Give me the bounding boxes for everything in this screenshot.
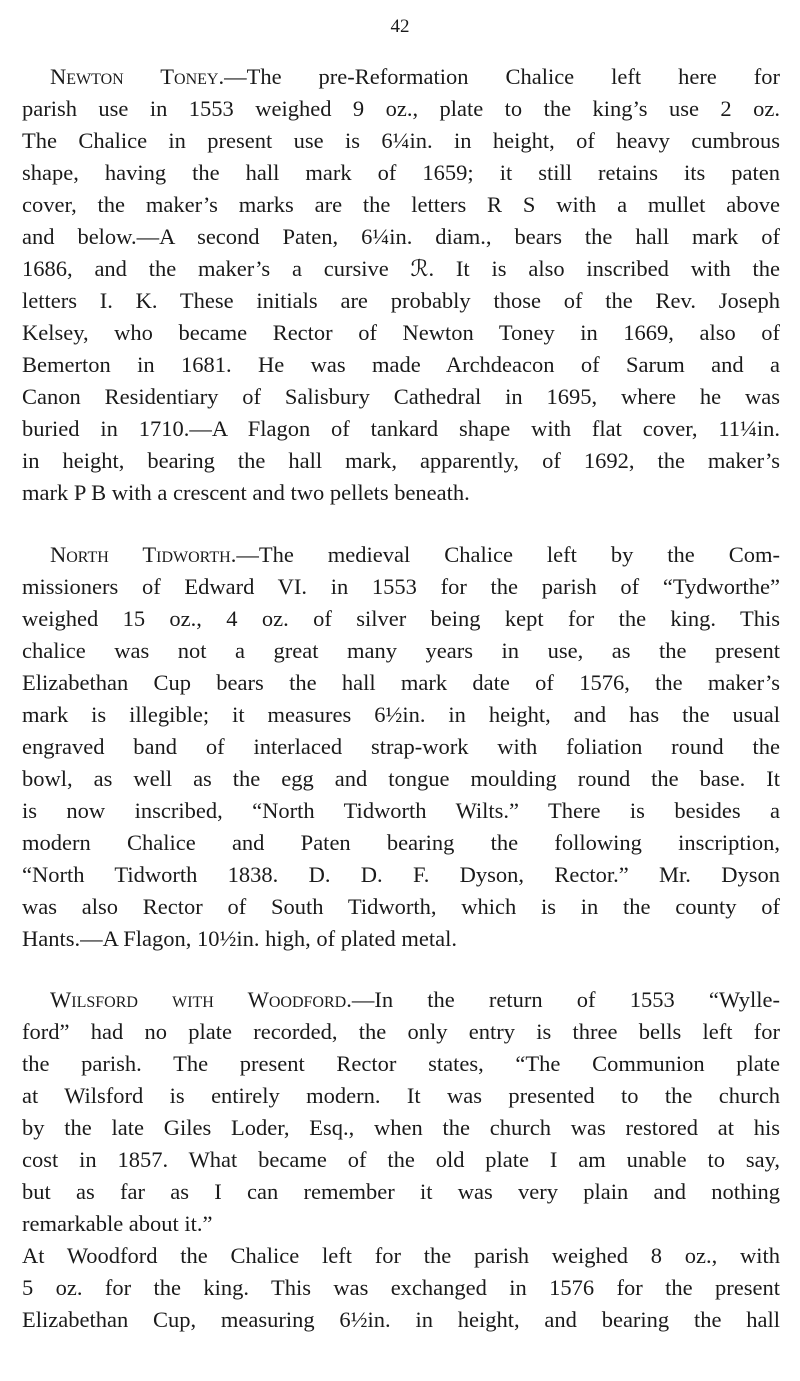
text-line (22, 539, 780, 571)
text-line: letters I. K. These initials are probably those of the Rev. Joseph (22, 288, 780, 313)
text-line: 1686, and the maker’s a cursive ℛ. It is also inscribed with the (22, 256, 780, 281)
text-line: missioners of Edward VI. in 1553 for the parish of “Tydworthe” (22, 574, 780, 599)
text-line: mark is illegible; it measures 6½in. in height, and has the usual (22, 702, 780, 727)
text-line: chalice was not a great many years in use, as the present (22, 638, 780, 663)
text-line: cost in 1857. What became of the old plate I am unable to say, (22, 1147, 780, 1172)
paragraph-wilsford-with-woodford (22, 984, 780, 1240)
text-line: Kelsey, who became Rector of Newton Toney in 1669, also of (22, 320, 780, 345)
text-line: buried in 1710.—A Flagon of tankard shape with flat cover, 11¼in. (22, 416, 780, 441)
page-number: 42 (390, 16, 410, 37)
text-line: bowl, as well as the egg and tongue moulding round the base. It (22, 766, 780, 791)
text-line: mark P B with a crescent and two pellets beneath. (22, 480, 470, 505)
section-heading: Wilsford with Woodford. (50, 987, 352, 1012)
text-line: Canon Residentiary of Salisbury Cathedral in 1695, where he was (22, 384, 780, 409)
text-span: —The medieval Chalice left by the Com- (236, 542, 780, 567)
text-line: by the late Giles Loder, Esq., when the church was restored at his (22, 1115, 780, 1140)
text-line: parish use in 1553 weighed 9 oz., plate to the king’s use 2 oz. (22, 96, 780, 121)
text-line: but as far as I can remember it was very plain and nothing (22, 1179, 780, 1204)
text-line: Elizabethan Cup bears the hall mark date of 1576, the maker’s (22, 670, 780, 695)
text-line: is now inscribed, “North Tidworth Wilts.” There is besides a (22, 798, 780, 823)
text-line: shape, having the hall mark of 1659; it still retains its paten (22, 160, 780, 185)
text-line: at Wilsford is entirely modern. It was presented to the church (22, 1083, 780, 1108)
paragraph-newton-toney (22, 61, 780, 509)
text-line: modern Chalice and Paten bearing the following inscription, (22, 830, 780, 855)
text-line: ford” had no plate recorded, the only entry is three bells left for (22, 1019, 780, 1044)
section-heading: North Tidworth. (50, 542, 237, 567)
text-line: Hants.—A Flagon, 10½in. high, of plated metal. (22, 926, 457, 951)
text-line: engraved band of interlaced strap-work with foliation round the (22, 734, 780, 759)
text-line: At Woodford the Chalice left for the parish weighed 8 oz., with (22, 1243, 780, 1268)
text-line (22, 984, 780, 1016)
paragraph-woodford (22, 1240, 780, 1336)
text-line (22, 61, 780, 93)
text-line: 5 oz. for the king. This was exchanged in 1576 for the present (22, 1275, 780, 1300)
text-line: “North Tidworth 1838. D. D. F. Dyson, Rector.” Mr. Dyson (22, 862, 780, 887)
text-line: in height, bearing the hall mark, apparently, of 1692, the maker’s (22, 448, 780, 473)
paragraph-north-tidworth (22, 539, 780, 955)
text-line: cover, the maker’s marks are the letters R S with a mullet above (22, 192, 780, 217)
section-heading: Newton Toney. (50, 64, 225, 89)
text-line: The Chalice in present use is 6¼in. in height, of heavy cumbrous (22, 128, 780, 153)
text-line: and below.—A second Paten, 6¼in. diam., bears the hall mark of (22, 224, 780, 249)
page-body (22, 61, 780, 1336)
text-line: remarkable about it.” (22, 1211, 213, 1236)
text-line: weighed 15 oz., 4 oz. of silver being kept for the king. This (22, 606, 780, 631)
text-line: Bemerton in 1681. He was made Archdeacon of Sarum and a (22, 352, 780, 377)
text-span: —In the return of 1553 “Wylle- (351, 987, 780, 1012)
text-line: the parish. The present Rector states, “The Communion plate (22, 1051, 780, 1076)
text-line: was also Rector of South Tidworth, which is in the county of (22, 894, 780, 919)
text-span: —The pre-Reformation Chalice left here for (224, 64, 780, 89)
text-line: Elizabethan Cup, measuring 6½in. in height, and bearing the hall (22, 1307, 780, 1332)
